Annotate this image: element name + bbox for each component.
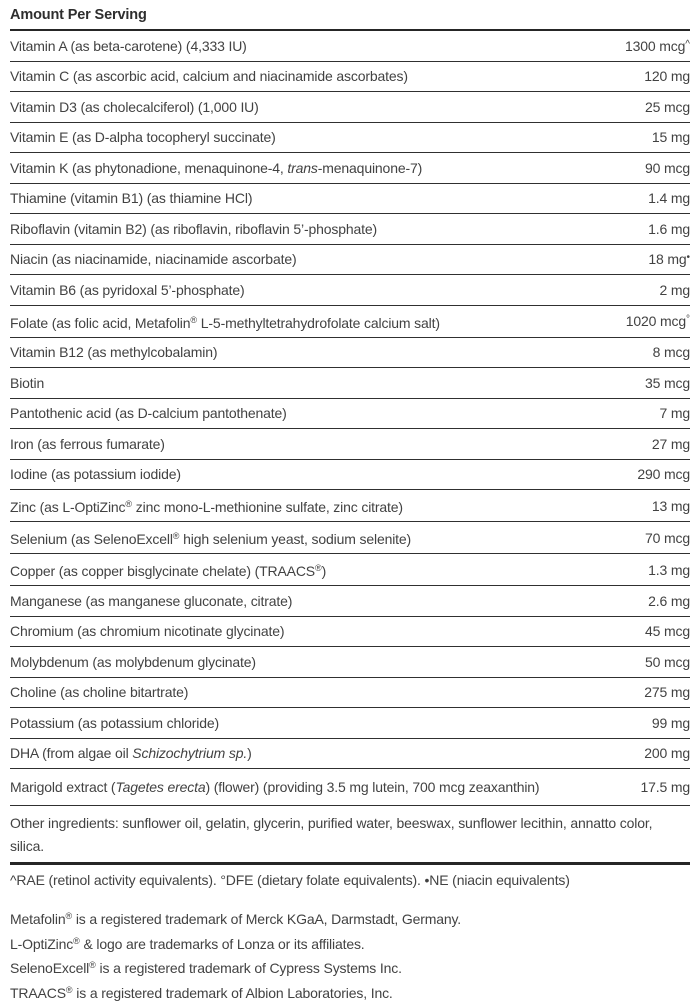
other-ingredients-text: Other ingredients: sunflower oil, gelatin, glycerin, purified water, beeswax, sunflower lecithin, annatto color, silica. [10, 806, 690, 862]
trademark-notes [10, 906, 690, 1004]
footnote-mark: • [686, 252, 690, 263]
ingredient-name: Molybdenum (as molybdenum glycinate) [10, 652, 256, 672]
ingredient-name: Marigold extract (Tagetes erecta) (flower) (providing 3.5 mg lutein, 700 mcg zeaxanthin) [10, 777, 539, 797]
ingredient-name: Niacin (as niacinamide, niacinamide ascorbate) [10, 249, 296, 269]
table-row [10, 123, 690, 154]
ingredient-amount: 18 mg• [636, 251, 690, 267]
table-row [10, 554, 690, 586]
ingredient-amount: 27 mg [640, 436, 690, 452]
ingredient-name: Iron (as ferrous fumarate) [10, 434, 165, 454]
ingredient-amount: 2 mg [647, 282, 690, 298]
table-row [10, 647, 690, 678]
ingredient-name: Folate (as folic acid, Metafolin® L-5-methyltetrahydrofolate calcium salt) [10, 310, 440, 333]
ingredient-name: Vitamin D3 (as cholecalciferol) (1,000 IU) [10, 97, 259, 117]
table-row [10, 368, 690, 399]
table-row [10, 275, 690, 306]
ingredient-amount: 17.5 mg [628, 779, 690, 795]
table-row [10, 490, 690, 522]
ingredient-name: Zinc (as L-OptiZinc® zinc mono-L-methionine sulfate, zinc citrate) [10, 494, 403, 517]
ingredient-name: Biotin [10, 373, 44, 393]
ingredient-name: Potassium (as potassium chloride) [10, 713, 219, 733]
ingredient-amount: 70 mcg [633, 530, 690, 546]
table-row [10, 92, 690, 123]
ingredient-name: Vitamin A (as beta-carotene) (4,333 IU) [10, 36, 247, 56]
table-row [10, 245, 690, 276]
table-row [10, 306, 690, 338]
ingredient-amount: 1.3 mg [636, 562, 690, 578]
ingredient-amount: 1.6 mg [636, 221, 690, 237]
trademark-note-line: L-OptiZinc® & logo are trademarks of Lonza or its affiliates. [10, 931, 690, 956]
ingredient-amount: 35 mcg [633, 375, 690, 391]
table-row [10, 460, 690, 491]
ingredient-amount: 290 mcg [625, 466, 690, 482]
table-row [10, 769, 690, 806]
ingredient-amount: 275 mg [632, 684, 690, 700]
ingredient-amount: 50 mcg [633, 654, 690, 670]
ingredient-name: Thiamine (vitamin B1) (as thiamine HCl) [10, 188, 252, 208]
table-row [10, 678, 690, 709]
table-row [10, 153, 690, 184]
table-row [10, 739, 690, 770]
ingredient-amount: 8 mcg [641, 344, 690, 360]
ingredient-amount: 2.6 mg [636, 593, 690, 609]
ingredient-amount: 120 mg [632, 68, 690, 84]
ingredient-amount: 13 mg [640, 498, 690, 514]
trademark-note-line: TRAACS® is a registered trademark of Albion Laboratories, Inc. [10, 980, 690, 1004]
ingredient-amount: 1.4 mg [636, 190, 690, 206]
ingredient-name: Vitamin B6 (as pyridoxal 5’-phosphate) [10, 280, 245, 300]
supplement-rows [10, 31, 690, 806]
ingredient-name: DHA (from algae oil Schizochytrium sp.) [10, 743, 252, 763]
table-row [10, 184, 690, 215]
table-row [10, 586, 690, 617]
table-row [10, 399, 690, 430]
ingredient-amount: 15 mg [640, 129, 690, 145]
footnote-text: ^RAE (retinol activity equivalents). °DFE (dietary folate equivalents). •NE (niacin equivalents) [10, 865, 690, 894]
ingredient-amount: 1300 mcg^ [613, 38, 690, 54]
table-row [10, 62, 690, 93]
ingredient-name: Selenium (as SelenoExcell® high selenium yeast, sodium selenite) [10, 526, 411, 549]
footnote-mark: ^ [685, 39, 690, 50]
ingredient-amount: 1020 mcg° [614, 313, 690, 329]
ingredient-name: Vitamin K (as phytonadione, menaquinone-4, trans-menaquinone-7) [10, 158, 422, 178]
ingredient-amount: 99 mg [640, 715, 690, 731]
amount-per-serving-header: Amount Per Serving [10, 0, 690, 29]
ingredient-name: Choline (as choline bitartrate) [10, 682, 188, 702]
table-row [10, 708, 690, 739]
table-row [10, 429, 690, 460]
ingredient-name: Vitamin C (as ascorbic acid, calcium and niacinamide ascorbates) [10, 66, 408, 86]
ingredient-name: Vitamin E (as D-alpha tocopheryl succinate) [10, 127, 276, 147]
ingredient-name: Pantothenic acid (as D-calcium pantothenate) [10, 403, 287, 423]
table-row [10, 617, 690, 648]
ingredient-amount: 25 mcg [633, 99, 690, 115]
ingredient-name: Vitamin B12 (as methylcobalamin) [10, 342, 217, 362]
ingredient-amount: 45 mcg [633, 623, 690, 639]
ingredient-name: Chromium (as chromium nicotinate glycinate) [10, 621, 284, 641]
ingredient-name: Riboflavin (vitamin B2) (as riboflavin, riboflavin 5’-phosphate) [10, 219, 377, 239]
table-row [10, 31, 690, 62]
ingredient-name: Iodine (as potassium iodide) [10, 464, 181, 484]
ingredient-amount: 200 mg [632, 745, 690, 761]
table-row [10, 522, 690, 554]
trademark-note-line: Metafolin® is a registered trademark of Merck KGaA, Darmstadt, Germany. [10, 906, 690, 931]
ingredient-amount: 90 mcg [633, 160, 690, 176]
ingredient-name: Copper (as copper bisglycinate chelate) (TRAACS®) [10, 558, 326, 581]
trademark-note-line: SelenoExcell® is a registered trademark of Cypress Systems Inc. [10, 955, 690, 980]
table-row [10, 214, 690, 245]
footnote-mark: ° [686, 314, 690, 325]
ingredient-amount: 7 mg [647, 405, 690, 421]
table-row [10, 338, 690, 369]
ingredient-name: Manganese (as manganese gluconate, citrate) [10, 591, 292, 611]
